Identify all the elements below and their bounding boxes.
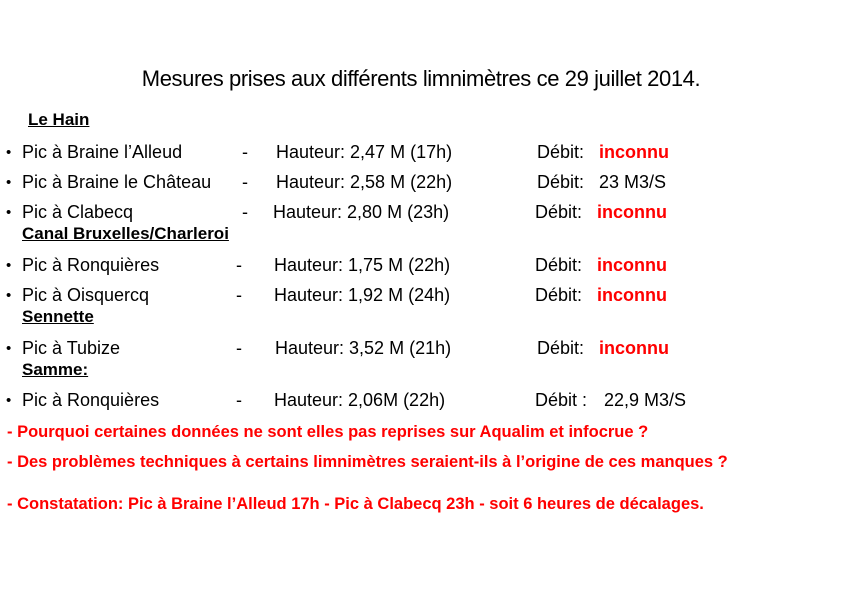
section-heading-sennette: Sennette [22, 307, 94, 326]
bullet-icon: • [6, 287, 12, 304]
separator-dash: - [242, 172, 248, 192]
section-heading-canal: Canal Bruxelles/Charleroi [22, 224, 229, 243]
station-name: Pic à Tubize [22, 338, 121, 358]
bullet-icon: • [6, 174, 12, 191]
section-heading-le-hain: Le Hain [28, 110, 90, 129]
bullet-icon: • [6, 144, 12, 161]
station-name: Pic à Clabecq [22, 202, 134, 222]
station-name: Pic à Oisquercq [22, 285, 150, 305]
station-name: Pic à Braine l’Alleud [22, 142, 183, 162]
height-value: Hauteur: 2,58 M (22h) [276, 172, 453, 192]
flow-label: Débit: [537, 338, 585, 358]
note-technical-problems: - Des problèmes techniques à certains limnimètres seraient-ils à l’origine de ces manques ? [7, 453, 728, 471]
flow-value: inconnu [597, 255, 667, 275]
flow-label: Débit: [537, 142, 585, 162]
bullet-icon: • [6, 340, 12, 357]
height-value: Hauteur: 3,52 M (21h) [275, 338, 452, 358]
section-heading-samme: Samme: [22, 360, 89, 379]
station-name: Pic à Ronquières [22, 255, 160, 275]
height-value: Hauteur: 2,06M (22h) [274, 390, 446, 410]
flow-label: Débit: [535, 285, 583, 305]
separator-dash: - [242, 202, 248, 222]
flow-label: Débit : [535, 390, 588, 410]
flow-label: Débit: [537, 172, 585, 192]
separator-dash: - [236, 390, 242, 410]
bullet-icon: • [6, 392, 12, 409]
flow-value: 23 M3/S [599, 172, 667, 192]
flow-label: Débit: [535, 202, 583, 222]
page-title: Mesures prises aux différents limnimètres ce 29 juillet 2014. [141, 66, 701, 91]
flow-value: inconnu [597, 202, 667, 222]
height-value: Hauteur: 2,47 M (17h) [276, 142, 453, 162]
flow-value: 22,9 M3/S [604, 390, 687, 410]
note-observation: - Constatation: Pic à Braine l’Alleud 17h - Pic à Clabecq 23h - soit 6 heures de décalages. [7, 495, 704, 513]
height-value: Hauteur: 1,75 M (22h) [274, 255, 451, 275]
note-question-aqualim: - Pourquoi certaines données ne sont elles pas reprises sur Aqualim et infocrue ? [7, 423, 649, 441]
flow-value: inconnu [599, 142, 669, 162]
flow-value: inconnu [599, 338, 669, 358]
separator-dash: - [242, 142, 248, 162]
bullet-icon: • [6, 257, 12, 274]
flow-value: inconnu [597, 285, 667, 305]
height-value: Hauteur: 2,80 M (23h) [273, 202, 450, 222]
separator-dash: - [236, 285, 242, 305]
station-name: Pic à Braine le Château [22, 172, 212, 192]
flow-label: Débit: [535, 255, 583, 275]
bullet-icon: • [6, 204, 12, 221]
separator-dash: - [236, 338, 242, 358]
station-name: Pic à Ronquières [22, 390, 160, 410]
separator-dash: - [236, 255, 242, 275]
height-value: Hauteur: 1,92 M (24h) [274, 285, 451, 305]
